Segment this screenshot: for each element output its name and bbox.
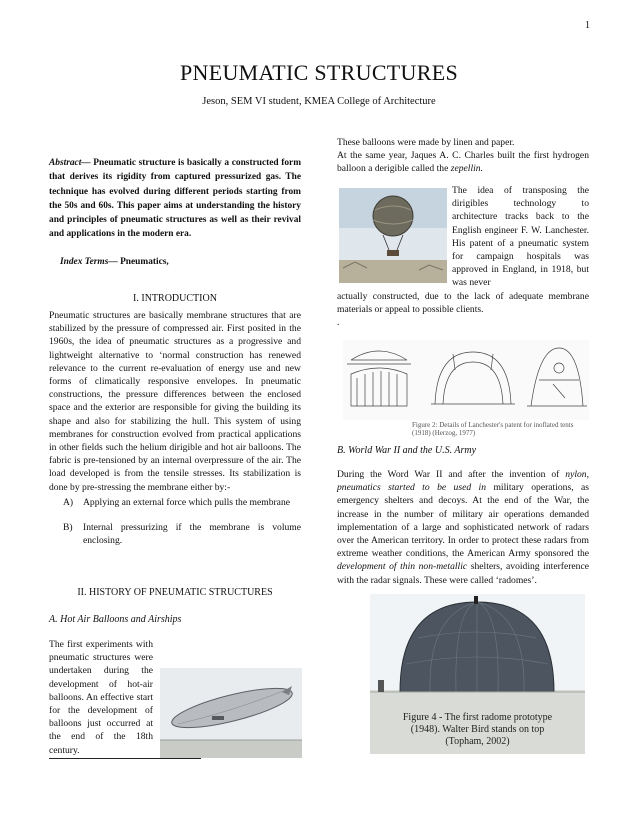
paper-title: PNEUMATIC STRUCTURES bbox=[180, 60, 458, 85]
right-para-3-cont: actually constructed, due to the lack of adequate membrane materials or appeal to possible clients. bbox=[337, 291, 589, 316]
figure-4-caption-line-3: (Topham, 2002) bbox=[445, 736, 510, 747]
index-terms-text: Pneumatics, bbox=[120, 257, 169, 267]
right-para-3: The idea of transposing the dirigibles technology to architecture tracks back to the English engineer F. W. Lanchester. His patent of a pneumatic system for campaign hospitals was approved in England, in 1918, but was never bbox=[452, 185, 589, 289]
figure-4-caption-line-2: (1948). Walter Bird stands on top bbox=[410, 724, 545, 735]
right-para-2-text: At the same year, Jaques A. C. Charles built the first hydrogen balloon a derigible called the bbox=[337, 150, 589, 175]
index-terms bbox=[60, 257, 169, 267]
history-a-body bbox=[49, 638, 301, 757]
page-number: 1 bbox=[585, 20, 590, 31]
author-line: Jeson, SEM VI student, KMEA College of Architecture bbox=[202, 96, 436, 107]
lanchester-wrap bbox=[452, 184, 589, 290]
list-item bbox=[63, 521, 301, 547]
figure-4-caption bbox=[370, 712, 585, 748]
list-item-label: A) bbox=[63, 496, 74, 508]
ww2-text-2: military operations, as emergency shelters and decoys. At the end of the War, the increase in the number of military air operations demanded implementation of a large and sophisticated network of radars over the American territory. In order to protect these radars from extreme weather conditions, the American Army sponsored the bbox=[337, 482, 590, 560]
section-heading-history: II. HISTORY OF PNEUMATIC STRUCTURES bbox=[77, 587, 273, 598]
ww2-paragraph bbox=[337, 468, 589, 587]
balloon-engraving bbox=[339, 188, 447, 283]
ww2-body bbox=[337, 468, 589, 587]
lanchester-cont bbox=[337, 290, 589, 330]
index-terms-label: Index Terms— bbox=[60, 257, 118, 267]
abstract-text: Pneumatic structure is basically a constructed form that derives its rigidity from captured pressurized gas. The technique has evolved during different periods starting from the 50s and 60s. This paper aims at understanding the history and principles of pneumatic structures as well as their revival and applications in the modern era. bbox=[49, 158, 302, 240]
ww2-text-3: shelters, avoiding interference with the radar signals. These were called ‘radomes’. bbox=[337, 561, 589, 586]
list-item-text: Applying an external force which pulls the membrane bbox=[83, 496, 290, 508]
abstract-label: Abstract— bbox=[49, 158, 91, 168]
intro-body bbox=[49, 309, 301, 547]
subsection-heading-b: B. World War II and the U.S. Army bbox=[337, 445, 477, 456]
ww2-emphasis-1: nylon, pneumatics started to be used in bbox=[337, 469, 589, 494]
ww2-emphasis-2: development of thin non-metallic bbox=[337, 561, 468, 573]
intro-paragraph: Pneumatic structures are basically membrane structures that are stabilized by the pressure of compressed air. First posited in the 1960s, the idea of pneumatic structures as a progressive and lightweight alternative to ‘normal construction has renewed relevance to the current re-evaluation of energy use and new forms of climatically responsive envelopes. In pneumatic constructions, the pressure differences between the enclosed space and the exterior are responsible for giving the building its shape and also for stabilizing the hull. This system of using membranes for construction evolved from practical applications in other fields such the helium dirigible and hot air balloons. The fabric is pre-tensioned by an internal overpressure of the air. The load developed is from the tensile stresses. Its stabilization is done by pre-stressing the membrane either by:- bbox=[49, 310, 301, 493]
right-para-2-emphasis: zepellin. bbox=[450, 163, 484, 175]
figure-4-caption-line-1: Figure 4 - The first radome prototype bbox=[402, 712, 553, 723]
right-para-1: These balloons were made by linen and paper. bbox=[337, 137, 515, 148]
section-heading-introduction: I. INTRODUCTION bbox=[133, 293, 217, 304]
stray-dot: . bbox=[337, 317, 340, 329]
list-item bbox=[63, 496, 301, 509]
lanchester-patent-drawings bbox=[343, 340, 589, 420]
subsection-heading-a: A. Hot Air Balloons and Airships bbox=[49, 614, 182, 625]
right-para-2 bbox=[337, 149, 589, 175]
zeppelin-photo bbox=[160, 668, 302, 758]
list-item-label: B) bbox=[63, 522, 73, 534]
footnote-divider bbox=[49, 758, 201, 759]
history-a-paragraph: The first experiments with pneumatic structures were undertaken during the development of hot-air balloons. An effective start for the development of balloons just occurred at the end of the 18th century. bbox=[49, 639, 153, 756]
right-column-top bbox=[337, 136, 589, 176]
abstract bbox=[49, 156, 301, 242]
list-item-text: Internal pressurizing if the membrane is volume enclosing. bbox=[83, 522, 301, 547]
figure-2-caption: Figure 2: Details of Lanchester's patent for inoflated tents (1918) (Herzog, 1977) bbox=[412, 421, 574, 437]
ww2-text-1: During the Word War II and after the invention of bbox=[337, 469, 560, 480]
